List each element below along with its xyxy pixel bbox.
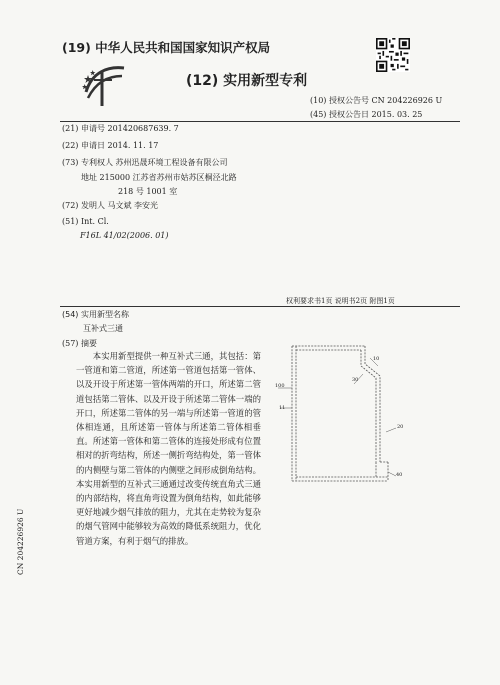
fig-label-100: 100 (275, 383, 285, 389)
fig-label-20: 20 (397, 424, 404, 430)
office-name: (19) 中华人民共和国国家知识产权局 (62, 40, 271, 55)
int-cl-value: F16L 41/02(2006. 01) (80, 231, 169, 240)
sipo-logo-icon (78, 58, 130, 110)
utility-model-title: 互补式三通 (83, 324, 123, 333)
fig-label-30: 30 (352, 377, 359, 383)
side-publication-number: CN 204226926 U (16, 508, 25, 575)
tee-pipe-drawing (270, 336, 410, 486)
address-line-1: 地址 215000 江苏省苏州市姑苏区桐泾北路 (81, 173, 237, 182)
inventors: (72) 发明人 马文斌 李安光 (62, 201, 159, 210)
abstract-text: 本实用新型提供一种互补式三通，其包括：第一管道和第二管道，所述第一管道包括第一管体、以及开设于所述第一管体两端的开口，所述第二管道包括第二管体、以及开设于所述第二管体一端的开口，所述第二管体的另一端与所述第一管道的管体相连通，且所述第一管体与所述第二管体相垂直。所述第一管体和第二管体的连接处形成有位置相对的折弯结构，所述一侧折弯结构处，第一管体的内侧壁与第二管体的内侧壁之间形成倒角结构。本实用新型的互补式三通通过改变传统直角式三通的内部结构，将直角弯设置为倒角结构，如此能够更好地减少烟气排放的阻力，尤其在走势较为复杂的烟气管网中能够较为高效的降低系统阻力，优化管道方案，有利于烟气的排放。 (76, 351, 261, 546)
title-label: (54) 实用新型名称 (62, 310, 129, 319)
publication-date: (45) 授权公告日 2015. 03. 25 (310, 110, 423, 119)
qr-code (376, 38, 410, 72)
page-counts: 权利要求书1页 说明书2页 附图1页 (286, 297, 395, 305)
address-line-2: 218 号 1001 室 (118, 187, 178, 196)
fig-label-11: 11 (279, 405, 286, 411)
abstract-label: (57) 摘要 (62, 339, 97, 348)
application-number: (21) 申请号 201420687639. 7 (62, 124, 179, 133)
int-cl-label: (51) Int. Cl. (62, 217, 109, 226)
application-date: (22) 申请日 2014. 11. 17 (62, 141, 159, 150)
biblio-rule (60, 306, 460, 307)
fig-label-40: 40 (396, 472, 403, 478)
document-type: (12) 实用新型专利 (186, 73, 308, 89)
patentee: (73) 专利权人 苏州迅晟环境工程设备有限公司 (62, 158, 228, 167)
publication-number: (10) 授权公告号 CN 204226926 U (310, 96, 443, 105)
header-rule (60, 121, 460, 122)
fig-label-10: 10 (373, 356, 380, 362)
